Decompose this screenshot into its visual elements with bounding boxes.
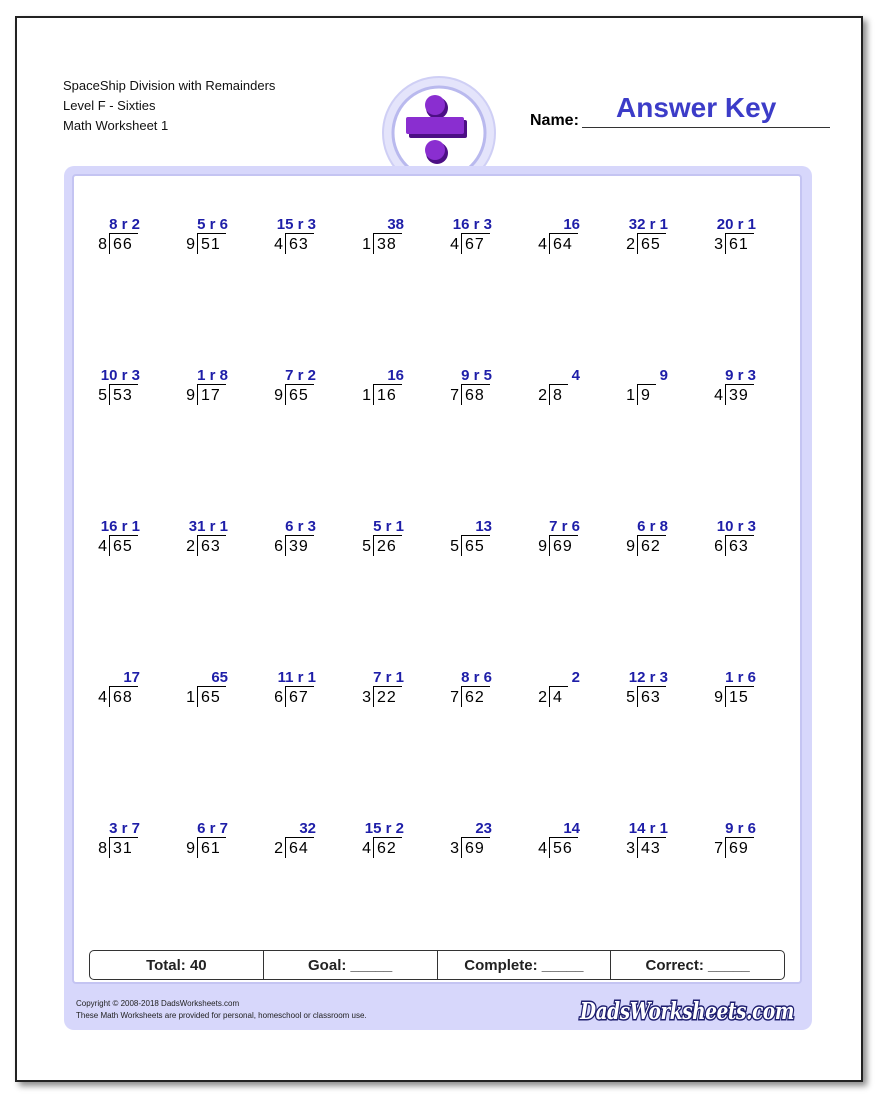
dividend: 62: [641, 538, 661, 555]
dividend: 65: [113, 538, 133, 555]
goal-cell: Goal: _____: [264, 951, 438, 979]
quotient-answer: 5 r 1: [373, 518, 404, 535]
answer-key-label: Answer Key: [616, 92, 777, 123]
division-problem: [626, 518, 696, 562]
dividend: 65: [641, 236, 661, 253]
division-problem: [98, 518, 168, 562]
worksheet-number: Math Worksheet 1: [63, 118, 169, 133]
quotient-answer: 16 r 3: [452, 216, 492, 233]
dividend: 56: [553, 840, 573, 857]
dividend: 43: [641, 840, 661, 857]
dividend: 62: [465, 689, 485, 706]
division-problem: [362, 669, 432, 713]
divisor: 9: [186, 236, 195, 253]
divisor: 6: [714, 538, 723, 555]
dividend: 64: [553, 236, 573, 253]
divisor: 5: [626, 689, 635, 706]
divisor: 9: [274, 387, 283, 404]
divisor: 3: [450, 840, 459, 857]
quotient-answer: 10 r 3: [716, 518, 756, 535]
worksheet-title: SpaceShip Division with Remainders: [63, 78, 276, 93]
divisor: 4: [450, 236, 459, 253]
copyright-text: Copyright © 2008-2018 DadsWorksheets.com: [76, 999, 240, 1008]
dividend: 4: [553, 689, 563, 706]
division-problem: [714, 367, 784, 411]
dividend: 67: [289, 689, 309, 706]
worksheet-header: [63, 76, 275, 136]
divisor: 9: [714, 689, 723, 706]
quotient-answer: 5 r 6: [197, 216, 228, 233]
division-problem: [714, 820, 784, 864]
quotient-answer: 13: [475, 518, 492, 535]
dividend: 38: [377, 236, 397, 253]
divisor: 2: [538, 689, 547, 706]
division-problem: [274, 367, 344, 411]
dividend: 26: [377, 538, 397, 555]
divisor: 5: [98, 387, 107, 404]
division-problem: [538, 216, 608, 260]
quotient-answer: 6 r 7: [197, 820, 228, 837]
divisor: 1: [362, 387, 371, 404]
division-problem: [450, 820, 520, 864]
dividend: 65: [201, 689, 221, 706]
division-problem: [186, 669, 256, 713]
divisor: 4: [362, 840, 371, 857]
division-problem: [274, 518, 344, 562]
divisor: 8: [98, 236, 107, 253]
division-problem: [362, 367, 432, 411]
divisor: 4: [538, 236, 547, 253]
copyright-block: [76, 998, 367, 1022]
quotient-answer: 6 r 3: [285, 518, 316, 535]
quotient-answer: 10 r 3: [100, 367, 140, 384]
divisor: 7: [714, 840, 723, 857]
dividend: 53: [113, 387, 133, 404]
divisor: 9: [538, 538, 547, 555]
division-problem: [538, 367, 608, 411]
quotient-answer: 7 r 1: [373, 669, 404, 686]
division-problem: [626, 367, 696, 411]
division-problem: [538, 518, 608, 562]
divisor: 9: [626, 538, 635, 555]
quotient-answer: 7 r 2: [285, 367, 316, 384]
name-label: Name:: [530, 112, 579, 129]
dividend: 63: [289, 236, 309, 253]
dividend: 51: [201, 236, 221, 253]
dividend: 9: [641, 387, 651, 404]
division-problem: [714, 669, 784, 713]
quotient-answer: 8 r 2: [109, 216, 140, 233]
brand-logo: [578, 993, 798, 1027]
division-problem: [186, 367, 256, 411]
divisor: 9: [186, 840, 195, 857]
dividend: 64: [289, 840, 309, 857]
dividend: 22: [377, 689, 397, 706]
quotient-answer: 1 r 6: [725, 669, 756, 686]
divisor: 4: [538, 840, 547, 857]
quotient-answer: 15 r 3: [276, 216, 316, 233]
quotient-answer: 8 r 6: [461, 669, 492, 686]
quotient-answer: 16: [563, 216, 580, 233]
divisor: 7: [450, 689, 459, 706]
division-problem: [98, 669, 168, 713]
divisor: 2: [538, 387, 547, 404]
quotient-answer: 17: [123, 669, 140, 686]
divisor: 4: [98, 538, 107, 555]
total-cell: Total: 40: [90, 951, 264, 979]
dividend: 68: [465, 387, 485, 404]
division-problem: [450, 216, 520, 260]
quotient-answer: 16 r 1: [100, 518, 140, 535]
divisor: 3: [362, 689, 371, 706]
dividend: 61: [729, 236, 749, 253]
quotient-answer: 16: [387, 367, 404, 384]
division-problem: [186, 216, 256, 260]
complete-cell: Complete: _____: [438, 951, 612, 979]
quotient-answer: 9 r 3: [725, 367, 756, 384]
division-problem: [626, 216, 696, 260]
quotient-answer: 20 r 1: [716, 216, 756, 233]
usage-notice: These Math Worksheets are provided for personal, homeschool or classroom use.: [76, 1011, 367, 1020]
quotient-answer: 12 r 3: [628, 669, 668, 686]
score-table: [89, 950, 785, 980]
dividend: 65: [289, 387, 309, 404]
divisor: 1: [362, 236, 371, 253]
divisor: 2: [626, 236, 635, 253]
problems-panel: [64, 166, 812, 1030]
division-problem: [714, 216, 784, 260]
divisor: 7: [450, 387, 459, 404]
quotient-answer: 11 r 1: [277, 669, 316, 686]
divisor: 6: [274, 689, 283, 706]
dividend: 69: [553, 538, 573, 555]
quotient-answer: 1 r 8: [197, 367, 228, 384]
division-problem: [186, 518, 256, 562]
dividend: 68: [113, 689, 133, 706]
division-problem: [450, 518, 520, 562]
quotient-answer: 65: [211, 669, 228, 686]
divisor: 3: [626, 840, 635, 857]
divisor: 8: [98, 840, 107, 857]
division-problem: [626, 820, 696, 864]
dividend: 67: [465, 236, 485, 253]
quotient-answer: 32 r 1: [628, 216, 668, 233]
division-problem: [538, 820, 608, 864]
division-problem: [450, 669, 520, 713]
divisor: 3: [714, 236, 723, 253]
quotient-answer: 7 r 6: [549, 518, 580, 535]
quotient-answer: 31 r 1: [188, 518, 228, 535]
divisor: 9: [186, 387, 195, 404]
division-problem: [98, 216, 168, 260]
division-problem: [98, 367, 168, 411]
dividend: 16: [377, 387, 397, 404]
dividend: 65: [465, 538, 485, 555]
divisor: 2: [186, 538, 195, 555]
quotient-answer: 23: [475, 820, 492, 837]
divisor: 4: [714, 387, 723, 404]
correct-cell: Correct: _____: [645, 956, 750, 974]
name-line: [582, 127, 830, 128]
dividend: 66: [113, 236, 133, 253]
dividend: 31: [113, 840, 133, 857]
dividend: 63: [641, 689, 661, 706]
divisor: 4: [274, 236, 283, 253]
dividend: 39: [729, 387, 749, 404]
division-problem: [274, 216, 344, 260]
division-problem: [538, 669, 608, 713]
division-problem: [274, 820, 344, 864]
divisor: 4: [98, 689, 107, 706]
dividend: 39: [289, 538, 309, 555]
dividend: 63: [729, 538, 749, 555]
quotient-answer: 14: [563, 820, 580, 837]
divisor: 5: [362, 538, 371, 555]
division-problem: [362, 518, 432, 562]
dividend: 69: [465, 840, 485, 857]
quotient-answer: 38: [387, 216, 404, 233]
divisor: 1: [626, 387, 635, 404]
brand-text: DadsWorksheets.com: [579, 998, 794, 1025]
division-problem: [626, 669, 696, 713]
quotient-answer: 15 r 2: [364, 820, 404, 837]
division-problem: [450, 367, 520, 411]
dividend: 17: [201, 387, 221, 404]
quotient-answer: 2: [571, 669, 580, 686]
dividend: 15: [729, 689, 749, 706]
divisor: 2: [274, 840, 283, 857]
divisor: 1: [186, 689, 195, 706]
quotient-answer: 3 r 7: [109, 820, 140, 837]
division-problem: [714, 518, 784, 562]
divisor: 5: [450, 538, 459, 555]
dividend: 63: [201, 538, 221, 555]
dividend: 8: [553, 387, 563, 404]
worksheet-level: Level F - Sixties: [63, 98, 156, 113]
division-problem: [98, 820, 168, 864]
division-problem: [362, 216, 432, 260]
division-problem: [362, 820, 432, 864]
dividend: 61: [201, 840, 221, 857]
quotient-answer: 9: [659, 367, 668, 384]
divisor: 6: [274, 538, 283, 555]
division-problem: [186, 820, 256, 864]
quotient-answer: 32: [299, 820, 316, 837]
quotient-answer: 6 r 8: [637, 518, 668, 535]
dividend: 62: [377, 840, 397, 857]
division-problem: [274, 669, 344, 713]
quotient-answer: 4: [571, 367, 580, 384]
dividend: 69: [729, 840, 749, 857]
name-field: [530, 92, 832, 128]
quotient-answer: 9 r 6: [725, 820, 756, 837]
quotient-answer: 9 r 5: [461, 367, 492, 384]
quotient-answer: 14 r 1: [628, 820, 668, 837]
